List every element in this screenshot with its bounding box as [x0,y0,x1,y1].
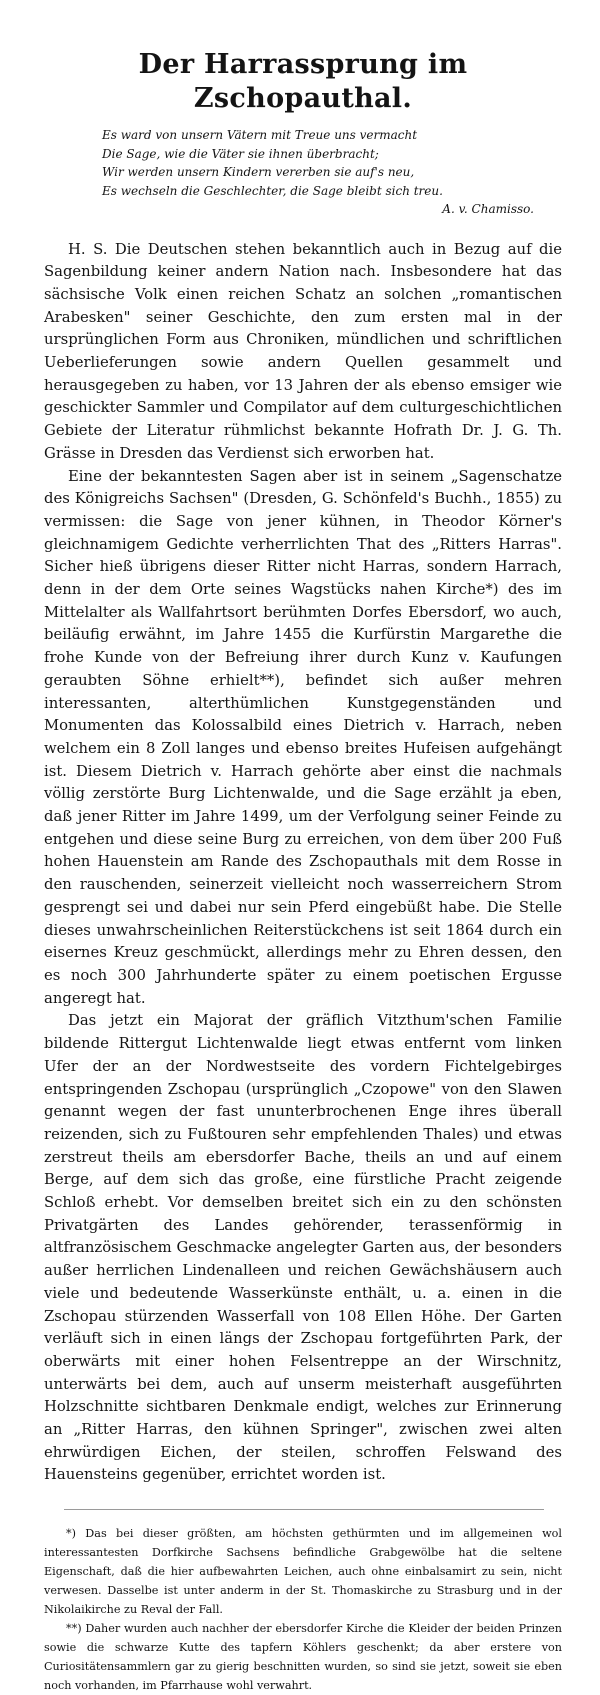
article-page [44,48,562,1695]
footnote: **) Daher wurden auch nachher der ebersdorfer Kirche die Kleider der beiden Prinzen sowie die schwarze Kutte des tapfern Köhlers geschenkt; da aber erstere von Curiositätensammlern gar zu gierig beschnitten wurden, so sind sie jetzt, soweit sie eben noch vorhanden, im Pfarrhause wohl verwahrt. [44,1622,562,1693]
epigraph-line: Die Sage, wie die Väter sie ihnen überbracht; [102,146,379,161]
epigraph-line: Wir werden unsern Kindern vererben sie auf's neu, [102,165,415,179]
epigraph-line: Es wechseln die Geschlechter, die Sage bleibt sich treu. [102,183,443,198]
epigraph [102,126,562,219]
footnote: *) Das bei dieser größten, am höchsten gethürmten und im allgemeinen wol interessantesten Dorfkirche Sachsens befindliche Grabgewölbe hat die seltene Eigenschaft, daß die hier aufbewahrten Leichen, auch ohne einbalsamirt zu sein, nicht verwesen. Dasselbe ist unter anderm in der St. Thomaskirche zu Strasburg und in der Nikolaikirche zu Reval der Fall. [44,1527,562,1617]
body-paragraph [44,1010,562,1487]
author-initials: H. S. [68,240,108,258]
paragraph-text: Eine der bekanntesten Sagen aber ist in seinem „Sagenschatze des Königreichs Sachsen" (Dresden, G. Schönfeld's Buchh., 1855) zu vermissen: die Sage von jener kühnen, in Theodor Körner's gleichnamigem Gedichte verherrlichten That des „Ritters Harras". Sicher hieß übrigens dieser Ritter nicht Harras, sondern Harrach, denn in der dem Orte seines Wagstücks nahen Kirche*) des im Mittelalter als Wallfahrtsort berühmten Dorfes Ebersdorf, wo auch, beiläufig erwähnt, im Jahre 1455 die Kurfürstin Margarethe die frohe Kunde von der Befreiung ihrer durch Kunz v. Kaufungen geraubten Söhne erhielt**), befindet sich außer mehren interessanten, alterthümlichen Kunstgegenständen und Monumenten das Kolossalbild eines Dietrich v. Harrach, neben welchem ein 8 Zoll langes und ebenso breites Hufeisen aufgehängt ist. Diesem Dietrich v. Harrach gehörte aber einst die nachmals völlig zerstörte Burg Lichtenwalde, und die Sage erzählt ja eben, daß jener Ritter im Jahre 1499, um der Verfolgung seiner Feinde zu entgehen und diese seine Burg zu erreichen, von dem über 200 Fuß hohen Hauenstein am Rande des Zschopauthals mit dem Rosse in den rauschenden, seinerzeit vielleicht noch wasserreichern Strom gesprengt sei und dabei nur sein Pferd eingebüßt habe. Die Stelle dieses unwahrscheinlichen Reiterstückchens ist seit 1864 durch ein eisernes Kreuz geschmückt, allerdings mehr zu Ehren dessen, den es noch 300 Jahrhunderte später zu einem poetischen Ergusse angeregt hat. [44,467,562,1007]
paragraph-text: Das jetzt ein Majorat der gräflich Vitzthum'schen Familie bildende Rittergut Lichtenwalde liegt etwas entfernt vom linken Ufer der an der Nordwestseite des vordern Fichtelgebirges entspringenden Zschopau (ursprünglich „Czopowe" von den Slawen genannt wegen der fast ununterbrochenen Enge ihres überall reizenden, sich zu Fußtouren sehr empfehlenden Thales) und etwas zerstreut theils am ebersdorfer Bache, theils an und auf einem Berge, auf dem sich das große, eine fürstliche Pracht zeigende Schloß erhebt. Vor demselben breitet sich ein zu den schönsten Privatgärten des Landes gehörender, terassenförmig in altfranzösischem Geschmacke angelegter Garten aus, der besonders außer herrlichen Lindenalleen und reichen Gewächshäusern auch viele und bedeutende Wasserkünste enthält, u. a. einen in die Zschopau stürzenden Wasserfall von 108 Ellen Höhe. Der Garten verläuft sich in einen längs der Zschopau fortgeführten Park, der oberwärts mit einer hohen Felsentreppe an der Wirschnitz, unterwärts bei dem, auch auf unserm meisterhaft ausgeführten Holzschnitte sichtbaren Denkmale endigt, welches zur Erinnerung an „Ritter Harras, den kühnen Springer", zwischen zwei alten ehrwürdigen Eichen, der steilen, schroffen Felswand des Hauensteins gegenüber, errichtet worden ist. [44,1012,562,1484]
body-paragraph [44,239,562,466]
epigraph-author: A. v. Chamisso. [442,202,534,216]
paragraph-text: Die Deutschen stehen bekanntlich auch in Bezug auf die Sagenbildung keiner andern Nation nach. Insbesondere hat das sächsische Volk einen reichen Schatz an solchen „romantischen Arabesken" seiner Geschichte, den zum ersten mal in der ursprünglichen Form aus Chroniken, mündlichen und schriftlichen Ueberlieferungen sowie andern Quellen gesammelt und herausgegeben zu haben, vor 13 Jahren der als ebenso emsiger wie geschickter Sammler und Compilator auf dem culturgeschichtlichen Gebiete der Literatur rühmlichst bekannte Hofrath Dr. J. G. Th. Grässe in Dresden das Verdienst sich erworben hat. [44,240,562,462]
body-paragraph [44,466,562,1011]
article-title: Der Harrassprung im Zschopauthal. [138,49,468,114]
article-body [44,239,562,1488]
epigraph-line: Es ward von unsern Vätern mit Treue uns vermacht [102,128,418,142]
footnote-divider [64,1509,544,1510]
